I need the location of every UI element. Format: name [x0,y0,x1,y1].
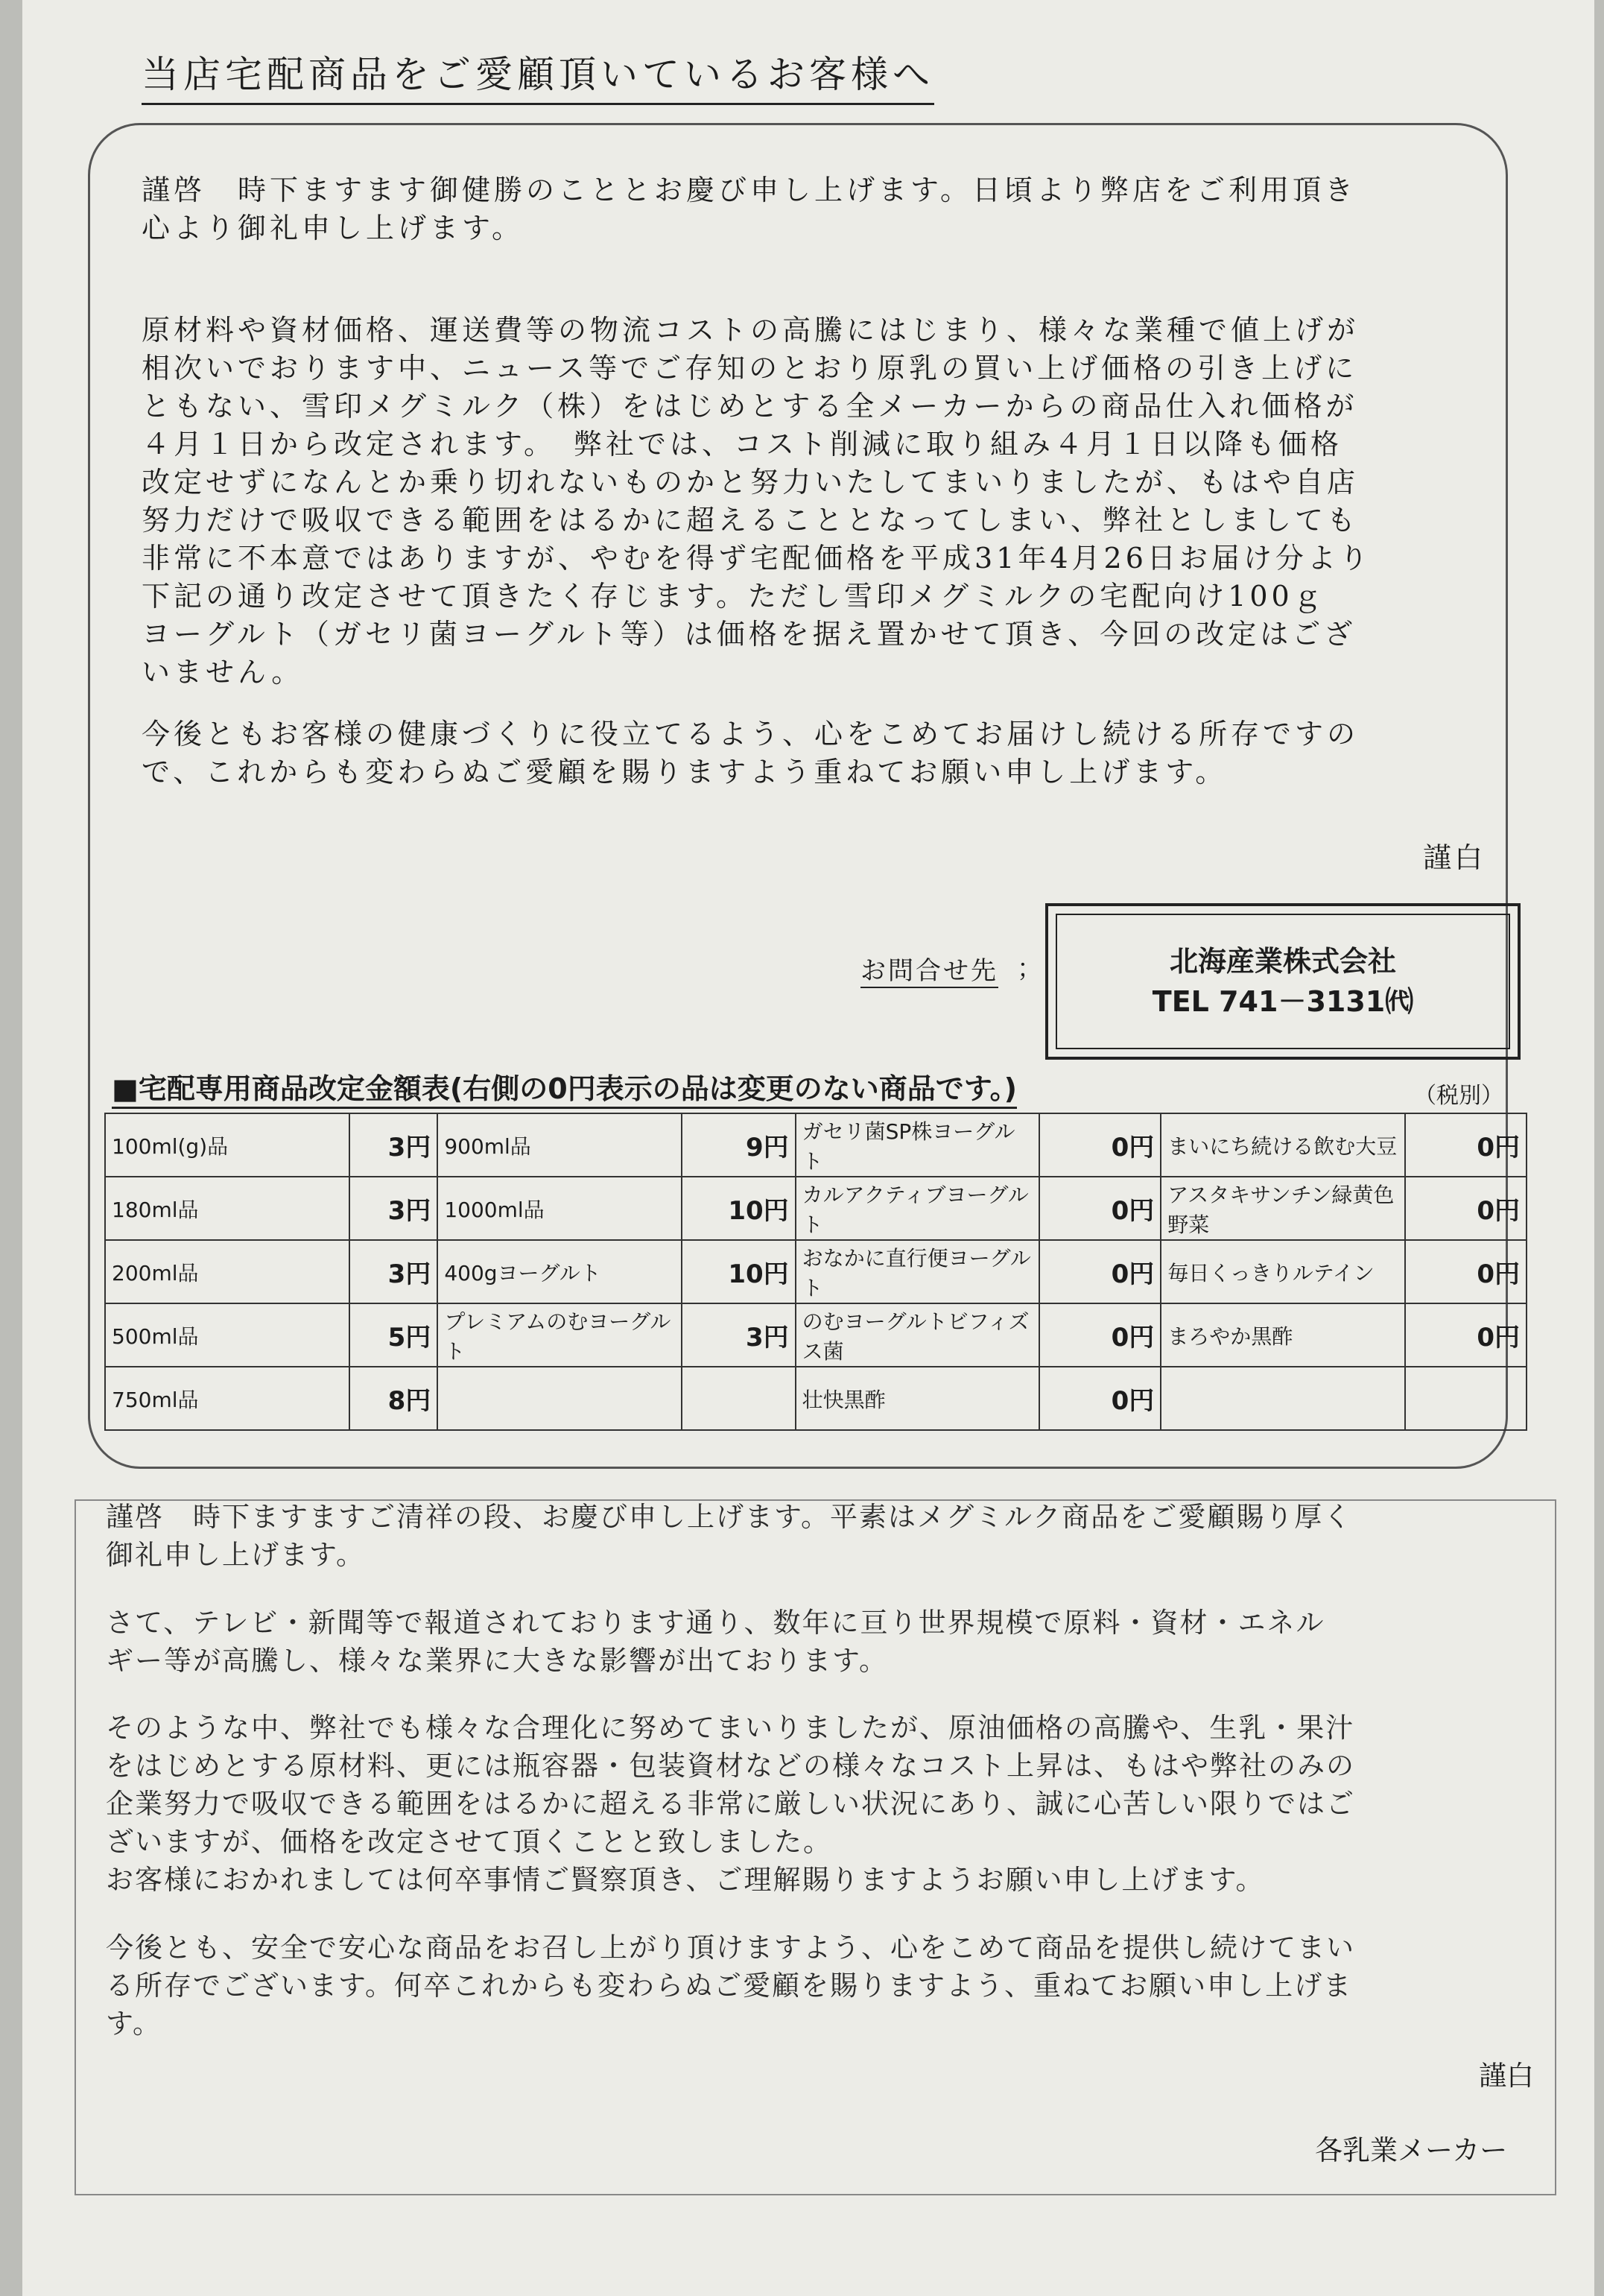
product-cell: まろやか黒酢 [1161,1303,1405,1367]
price-row [105,1113,1527,1177]
price-cell [1405,1367,1527,1430]
price-cell: 0円 [1405,1177,1527,1240]
text-line: 努力だけで吸収できる範囲をはるかに超えることとなってしまい、弊社としましても [142,504,1360,537]
product-cell: 毎日くっきりルテイン [1161,1240,1405,1303]
product-cell: ガセリ菌SP株ヨーグルト [796,1113,1040,1177]
company-name: 北海産業株式会社 [1169,945,1396,978]
price-row [105,1367,1527,1430]
price-row [105,1303,1527,1367]
letter-paragraph-2 [142,311,1497,692]
product-cell: 200ml品 [105,1240,349,1303]
tax-note: （税別） [1414,1083,1503,1109]
contact-box-inner [1056,914,1510,1049]
product-cell: プレミアムのむヨーグルト [437,1303,682,1367]
text-line: いません。 [142,656,304,689]
letter-page [22,0,1594,2296]
price-table-body [105,1113,1527,1430]
contact-box [1045,903,1521,1060]
letter-paragraph-1 [142,171,1497,247]
product-cell: まいにち続ける飲む大豆 [1161,1113,1405,1177]
price-cell: 0円 [1039,1113,1161,1177]
text-line: る所存でございます。何卒これからも変わらぬご愛顧を賜りますよう、重ねてお願い申し上げま [106,1970,1353,2002]
price-cell: 9円 [682,1113,796,1177]
product-cell: 100ml(g)品 [105,1113,349,1177]
text-line: 心より御礼申し上げます。 [142,212,524,244]
price-cell: 10円 [682,1240,796,1303]
product-cell [437,1367,682,1430]
text-line: さて、テレビ・新聞等で報道されております通り、数年に亘り世界規模で原料・資材・エネル [106,1607,1325,1639]
text-line: ヨーグルト（ガセリ菌ヨーグルト等）は価格を据え置かせて頂き、今回の改定はござ [142,618,1357,651]
text-line: 今後ともお客様の健康づくりに役立てるよう、心をこめてお届けし続ける所存ですの [142,718,1360,750]
contact-label: お問合せ先 [860,950,998,988]
text-line: 相次いでおります中、ニュース等でご存知のとおり原乳の買い上げ価格の引き上げに [142,352,1358,385]
maker-closing: 謹白 [1479,2060,1534,2092]
page-title: 当店宅配商品をご愛顧頂いているお客様へ [142,45,934,105]
price-row [105,1240,1527,1303]
price-cell: 3円 [349,1177,438,1240]
maker-paragraph-2 [106,1604,1325,1680]
price-cell: 3円 [349,1113,438,1177]
product-cell: アスタキサンチン緑黄色野菜 [1161,1177,1405,1240]
phone-number: TEL 741－3131㈹ [1152,985,1414,1018]
price-cell: 10円 [682,1177,796,1240]
maker-paragraph-4 [106,1929,1355,2043]
text-line: 企業努力で吸収できる範囲をはるかに超える非常に厳しい状況にあり、誠に心苦しい限りではご [106,1788,1355,1820]
text-line: 原材料や資材価格、運送費等の物流コストの高騰にはじまり、様々な業種で値上げが [142,314,1360,347]
text-line: す。 [106,2008,162,2040]
text-line: そのような中、弊社でも様々な合理化に努めてまいりましたが、原油価格の高騰や、生乳・果汁 [106,1712,1355,1744]
product-cell: のむヨーグルトビフィズス菌 [796,1303,1040,1367]
product-cell: 180ml品 [105,1177,349,1240]
price-table-title: ■宅配専用商品改定金額表(右側の0円表示の品は変更のない商品です。) [112,1066,1017,1109]
text-line: ４月１日から改定されます。 弊社では、コスト削減に取り組み４月１日以降も価格 [142,428,1343,461]
price-cell: 3円 [682,1303,796,1367]
text-line: をはじめとする原材料、更には瓶容器・包装資材などの様々なコスト上昇は、もはや弊社のみの [106,1750,1355,1782]
text-line: 非常に不本意ではありますが、やむを得ず宅配価格を平成31年4月26日お届け分より [142,542,1372,575]
product-cell: 900ml品 [437,1113,682,1177]
price-cell: 0円 [1405,1240,1527,1303]
price-cell: 8円 [349,1367,438,1430]
letter-paragraph-3 [142,715,1497,791]
text-line: 今後とも、安全で安心な商品をお召し上がり頂けますよう、心をこめて商品を提供し続けてまい [106,1932,1355,1964]
product-cell: 750ml品 [105,1367,349,1430]
price-cell [682,1367,796,1430]
text-line: お客様におかれましては何卒事情ご賢察頂き、ご理解賜りますようお願い申し上げます。 [106,1864,1265,1896]
product-cell: 400gヨーグルト [437,1240,682,1303]
price-cell: 5円 [349,1303,438,1367]
price-cell: 0円 [1405,1303,1527,1367]
price-cell: 0円 [1039,1303,1161,1367]
price-row [105,1177,1527,1240]
text-line: ともない、雪印メグミルク（株）をはじめとする全メーカーからの商品仕入れ価格が [142,390,1358,423]
product-cell [1161,1367,1405,1430]
product-cell: おなかに直行便ヨーグルト [796,1240,1040,1303]
price-cell: 0円 [1039,1240,1161,1303]
text-line: 謹啓 時下ますますご清祥の段、お慶び申し上げます。平素はメグミルク商品をご愛顧賜り厚く [106,1501,1353,1533]
closing-kinpaku: 謹白 [1423,841,1486,874]
price-cell: 3円 [349,1240,438,1303]
text-line: 下記の通り改定させて頂きたく存じます。ただし雪印メグミルクの宅配向け100ｇ [142,580,1325,613]
product-cell: 1000ml品 [437,1177,682,1240]
maker-paragraph-3 [106,1709,1355,1899]
price-cell: 0円 [1039,1367,1161,1430]
product-cell: 壮快黒酢 [796,1367,1040,1430]
text-line: ギー等が高騰し、様々な業界に大きな影響が出ております。 [106,1645,889,1677]
text-line: 謹啓 時下ますます御健勝のこととお慶び申し上げます。日頃より弊店をご利用頂き [142,174,1357,206]
text-line: ざいますが、価格を改定させて頂くことと致しました。 [106,1826,832,1858]
maker-paragraph-1 [106,1498,1352,1574]
text-line: 改定せずになんとか乗り切れないものかと努力いたしてまいりましたが、もはや自店 [142,466,1360,499]
contact-separator: ； [1017,954,1042,984]
price-table [104,1113,1527,1431]
product-cell: 500ml品 [105,1303,349,1367]
product-cell: カルアクティブヨーグルト [796,1177,1040,1240]
price-cell: 0円 [1039,1177,1161,1240]
text-line: 御礼申し上げます。 [106,1539,366,1571]
maker-signature: 各乳業メーカー [1315,2134,1508,2166]
text-line: で、これからも変わらぬご愛顧を賜りますよう重ねてお願い申し上げます。 [142,756,1228,788]
price-cell: 0円 [1405,1113,1527,1177]
